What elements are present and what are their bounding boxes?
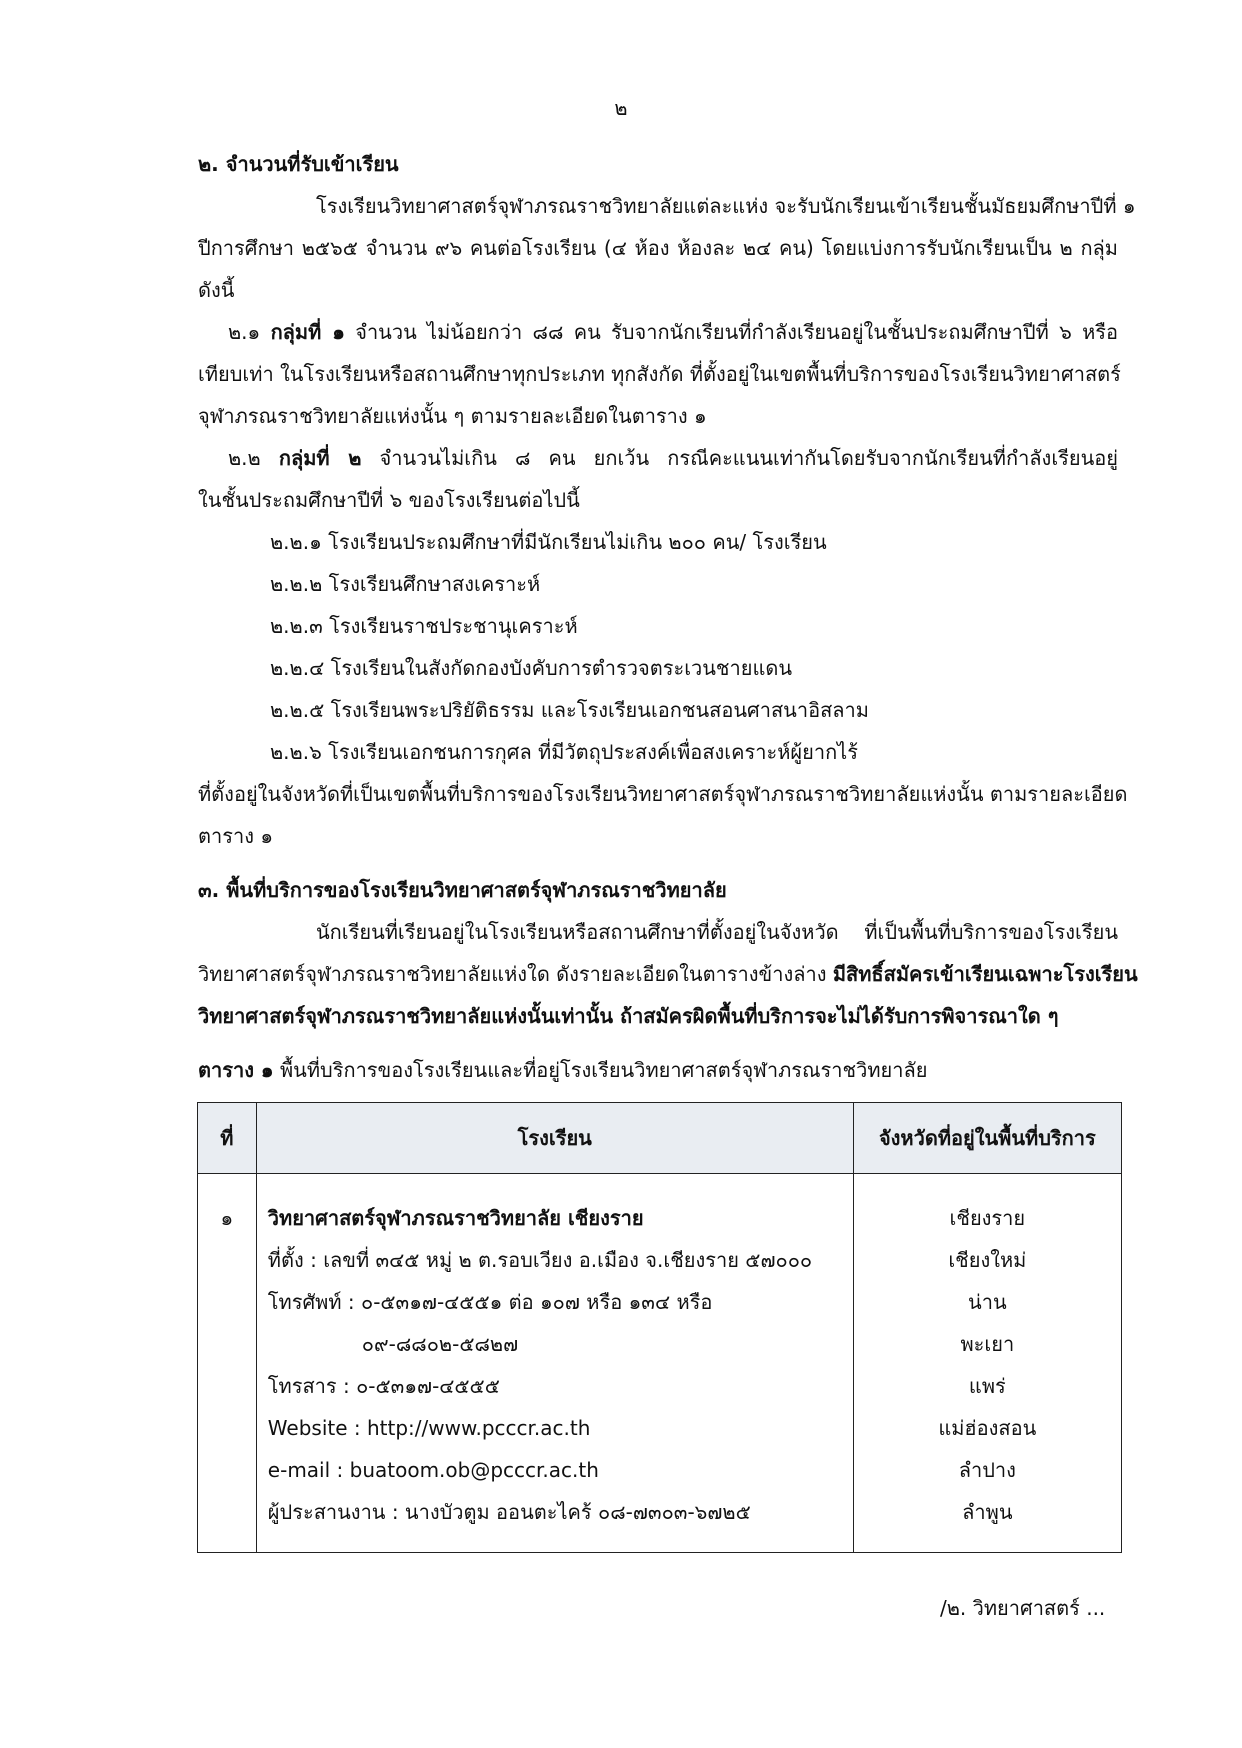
continuation-footer: /๒. วิทยาศาสตร์ ... (940, 1596, 1106, 1620)
province-item: แพร่ (968, 1374, 1006, 1398)
row-no: ๑ (220, 1206, 234, 1230)
province-item: พะเยา (960, 1332, 1015, 1356)
section2-intro-line-1: โรงเรียนวิทยาศาสตร์จุฬาภรณราชวิทยาลัยแต่ละแห่ง จะรับนักเรียนเข้าเรียนชั้นมัธยมศึกษาปีที่ ๑ (316, 194, 1136, 218)
table-caption-text: พื้นที่บริการของโรงเรียนและที่อยู่โรงเรียนวิทยาศาสตร์จุฬาภรณราชวิทยาลัย (279, 1058, 928, 1082)
group2-closing-line-1: ที่ตั้งอยู่ในจังหวัดที่เป็นเขตพื้นที่บริการของโรงเรียนวิทยาศาสตร์จุฬาภรณราชวิทยาลัยแห่งนั้น ตามรายละเอียด (198, 782, 1128, 806)
table-caption-label: ตาราง ๑ (198, 1058, 274, 1082)
section3-heading: ๓. พื้นที่บริการของโรงเรียนวิทยาศาสตร์จุฬาภรณราชวิทยาลัย (198, 878, 727, 902)
group1-text: จำนวน ไม่น้อยกว่า ๘๘ คน รับจากนักเรียนที่กำลังเรียนอยู่ในชั้นประถมศึกษาปีที่ ๖ หรือ (355, 320, 1119, 344)
province-item: เชียงราย (949, 1206, 1026, 1230)
section3-line-2 (198, 960, 1138, 988)
section3-line-3: วิทยาศาสตร์จุฬาภรณราชวิทยาลัยแห่งนั้นเท่านั้น ถ้าสมัครผิดพื้นที่บริการจะไม่ได้รับการพิจารณาใด ๆ (198, 1004, 1059, 1028)
section2-intro-line-2: ปีการศึกษา ๒๕๖๕ จำนวน ๙๖ คนต่อโรงเรียน (๔ ห้อง ห้องละ ๒๔ คน) โดยแบ่งการรับนักเรียนเป็น ๒ กลุ่ม (198, 236, 1118, 260)
group2-closing-line-2: ตาราง ๑ (198, 824, 274, 848)
section2-intro-line-3: ดังนี้ (198, 278, 235, 302)
school-website: Website : http://www.pcccr.ac.th (267, 1416, 591, 1440)
school-address: ที่ตั้ง : เลขที่ ๓๔๕ หมู่ ๒ ต.รอบเวียง อ.เมือง จ.เชียงราย ๕๗๐๐๐ (267, 1248, 813, 1272)
section3-line-2-bold: มีสิทธิ์สมัครเข้าเรียนเฉพาะโรงเรียน (832, 962, 1138, 986)
province-item: แม่ฮ่องสอน (938, 1416, 1037, 1440)
row-no-cell (198, 1174, 257, 1553)
header-provinces: จังหวัดที่อยู่ในพื้นที่บริการ (853, 1103, 1121, 1174)
school-phone: โทรศัพท์ : ๐-๕๓๑๗-๔๕๕๑ ต่อ ๑๐๗ หรือ ๑๓๔ หรือ (267, 1290, 713, 1314)
section3-line-1: นักเรียนที่เรียนอยู่ในโรงเรียนหรือสถานศึกษาที่ตั้งอยู่ในจังหวัด ที่เป็นพื้นที่บริการของโรงเรียน (316, 920, 1118, 944)
group2-label: กลุ่มที่ ๒ (278, 446, 362, 470)
school-coordinator: ผู้ประสานงาน : นางบัวตูม ออนตะไคร้ ๐๘-๗๓๐๓-๖๗๒๕ (267, 1500, 751, 1524)
province-item: เชียงใหม่ (948, 1248, 1027, 1272)
group1-line-2: เทียบเท่า ในโรงเรียนหรือสถานศึกษาทุกประเภท ทุกสังกัด ที่ตั้งอยู่ในเขตพื้นที่บริการของโรงเรียนวิทยาศาสตร์ (198, 362, 1121, 386)
province-item: ลำปาง (958, 1458, 1016, 1482)
group2-item: ๒.๒.๖ โรงเรียนเอกชนการกุศล ที่มีวัตถุประสงค์เพื่อสงเคราะห์ผู้ยากไร้ (270, 740, 858, 764)
group2-text: จำนวนไม่เกิน ๘ คน ยกเว้น กรณีคะแนนเท่ากันโดยรับจากนักเรียนที่กำลังเรียนอยู่ (379, 446, 1119, 470)
school-fax: โทรสาร : ๐-๕๓๑๗-๔๕๕๕ (267, 1374, 500, 1398)
group2-item: ๒.๒.๒ โรงเรียนศึกษาสงเคราะห์ (270, 572, 541, 596)
group1-line-3: จุฬาภรณราชวิทยาลัยแห่งนั้น ๆ ตามรายละเอียดในตาราง ๑ (198, 404, 707, 428)
header-no: ที่ (198, 1103, 257, 1174)
group1-label: กลุ่มที่ ๑ (270, 320, 345, 344)
table-caption (198, 1056, 927, 1084)
group2-line-2: ในชั้นประถมศึกษาปีที่ ๖ ของโรงเรียนต่อไปนี้ (198, 488, 580, 512)
table-row (198, 1174, 1122, 1553)
school-email: e-mail : buatoom.ob@pcccr.ac.th (267, 1458, 599, 1482)
school-name: วิทยาศาสตร์จุฬาภรณราชวิทยาลัย เชียงราย (267, 1206, 644, 1230)
province-item: ลำพูน (962, 1500, 1013, 1524)
table-header-row (198, 1103, 1122, 1174)
group2-item: ๒.๒.๔ โรงเรียนในสังกัดกองบังคับการตำรวจตระเวนชายแดน (270, 656, 793, 680)
provinces-cell (853, 1174, 1121, 1553)
group1-number: ๒.๑ (228, 320, 261, 344)
group2-item: ๒.๒.๕ โรงเรียนพระปริยัติธรรม และโรงเรียนเอกชนสอนศาสนาอิสลาม (270, 698, 869, 722)
group1-line-1 (228, 318, 1118, 346)
group2-number: ๒.๒ (228, 446, 261, 470)
group2-item: ๒.๒.๑ โรงเรียนประถมศึกษาที่มีนักเรียนไม่เกิน ๒๐๐ คน/ โรงเรียน (270, 530, 827, 554)
section2-heading: ๒. จำนวนที่รับเข้าเรียน (198, 152, 399, 176)
group2-item: ๒.๒.๓ โรงเรียนราชประชานุเคราะห์ (270, 614, 578, 638)
page-number: ๒ (614, 96, 628, 120)
service-area-table (197, 1102, 1122, 1553)
school-phone-2: ๐๙-๘๘๐๒-๕๘๒๗ (361, 1332, 519, 1356)
section3-line-2-normal: วิทยาศาสตร์จุฬาภรณราชวิทยาลัยแห่งใด ดังรายละเอียดในตารางข้างล่าง (198, 962, 827, 986)
province-item: น่าน (968, 1290, 1007, 1314)
group2-line-1 (228, 444, 1118, 472)
school-cell (256, 1174, 853, 1553)
header-school: โรงเรียน (256, 1103, 853, 1174)
